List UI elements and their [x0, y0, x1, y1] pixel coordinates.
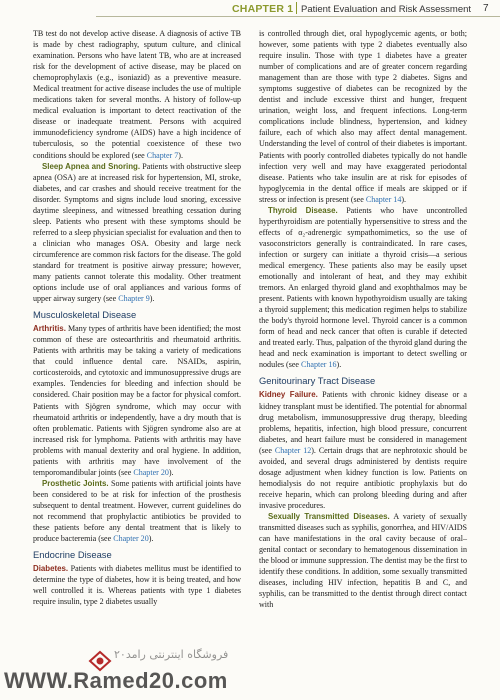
paragraph-text: Patients who have uncontrolled hyperthyroidism are potentially hypersensitive to stress and the effects of α₂-adrenergic sympathomimetics, so the use of vasoconstrictors generally is contraindicated. In rare cases, infection or surgery can initiate a thyroid crisis—a serious medical emergency. These patients also may be easily upset emotionally and intolerant of heat, and they may exhibit tremors. An enlarged thyroid gland and exophthalmos may be present. Patients with known hypothyroidism usually are taking a thyroid supplement; this medication regimen helps to stabilize the body's thyroid hormone level. Thyroid cancer is a common form of head and neck cancer that often is curable if detected and treated early. Thus, palpation of the thyroid gland during the head and neck examination is important to detect swelling or nodules (see [259, 205, 467, 370]
paragraph-std [259, 511, 467, 610]
chapter-link[interactable]: Chapter 9 [118, 294, 150, 304]
header-rule [96, 16, 500, 17]
runin-heading-arthritis: Arthritis. [33, 324, 66, 334]
paragraph-diabetes-cont [259, 28, 467, 205]
paragraph-text: ). [168, 467, 174, 477]
section-heading-endocrine: Endocrine Disease [33, 549, 112, 561]
paragraph-kidney-failure [259, 389, 467, 511]
paragraph-text: Many types of arthritis have been identified; the most common of these are osteoarthritis and rheumatoid arthritis. Patients with arthritis may be taking a variety of medications that could influence dental care. NSAIDs, aspirin, corticosteroids, and cytotoxic and immunosuppressive drugs are examples. Tendencies for bleeding and infection should be considered. Chair position may be a factor for physical comfort. Patients with Sjögren syndrome, which may occur with rheumatoid arthritis or independently, have a dry mouth that is often problematic. Patients with Sjögren syndrome also are at increased risk for lymphoma. Patients with arthritis may have problems with manual dexterity and oral hygiene. In addition, patients with arthritis may have involvement of the temporomandibular joints (see [33, 324, 241, 477]
watermark-url: WWW.Ramed20.com [4, 668, 228, 693]
right-column [259, 28, 467, 610]
runin-heading-diabetes: Diabetes. [33, 564, 69, 574]
section-heading-genitourinary: Genitourinary Tract Disease [259, 375, 376, 387]
runin-heading-prosthetic-joints: Prosthetic Joints. [42, 478, 109, 488]
watermark [4, 648, 284, 700]
chapter-link[interactable]: Chapter 7 [146, 150, 179, 160]
chapter-label: CHAPTER 1 [232, 3, 294, 15]
left-column [33, 28, 241, 607]
runin-heading-kidney-failure: Kidney Failure. [259, 390, 318, 400]
running-header [0, 0, 500, 26]
paragraph-text: A variety of sexually transmitted diseases such as syphilis, gonorrhea, and HIV/AIDS can have manifestations in the oral cavity because of oral–genital contact or secondary to hematogenous dissemination in the blood or immune suppression. The dentist may be the first to identify these conditions. In addition, some sexually transmitted diseases, including HIV infection, hepatitis B and C, and syphilis, can be transmitted to the dentist through direct contact with [259, 511, 467, 610]
paragraph-text: ). [401, 194, 407, 204]
chapter-link[interactable]: Chapter 20 [133, 467, 169, 477]
paragraph-text: TB test do not develop active disease. A diagnosis of active TB is made by chest radiography, sputum culture, and clinical examination. Persons who have latent TB, who are at increased risk for the development of active disease, may be placed on chemoprophylaxis (e.g., isoniazid) as a preventive measure. Medical treatment for active disease includes the use of multiple medications taken for several months. A history of follow-up medical evaluation is important to detect reactivation of the disease or inadequate treatment. Persons with acquired immunodeficiency syndrome (AIDS) have a high incidence of tuberculosis, so the potential coexistence of these two conditions should be explored (see [33, 29, 241, 160]
ramed-logo-icon [88, 650, 112, 672]
paragraph-text: ). [148, 534, 154, 544]
paragraph-sleep-apnea [33, 161, 241, 305]
header-separator [296, 2, 297, 14]
paragraph-text: Patients with obstructive sleep apnea (OSA) are at increased risk for hypertension, MI, stroke, diabetes, and car crashes and should receive treatment for the disorder. Symptoms and signs include loud snoring, excessive daytime sleepiness, and witnessed breathing cessation during sleep. Patients who present with these symptoms should be referred to a sleep physician specialist for evaluation and then to a clinician who manages OSA. Obesity and large neck circumference are common risk factors for the disease. The gold standard for treatment is positive airway pressure; however, many patients cannot tolerate this modality. Other treatment options include use of oral appliances and various forms of upper airway surgery (see [33, 161, 241, 304]
paragraph-arthritis [33, 323, 241, 478]
page-number: 7 [483, 3, 489, 14]
paragraph-prosthetic-joints [33, 478, 241, 544]
paragraph-text: ). Certain drugs that are nephrotoxic should be avoided, and several drugs administered by dentists require dosage adjustment when kidney function is low. Patients on hemodialysis do not require antibiotic prophylaxis but do receive heparin, which can prolong bleeding during and after invasive procedures. [259, 445, 468, 510]
watermark-persian-text: فروشگاه اینترنتی رامد۲۰ [114, 648, 229, 661]
paragraph-tb [33, 28, 241, 161]
runin-heading-sleep-apnea: Sleep Apnea and Snoring. [42, 161, 141, 171]
section-heading-musculoskeletal: Musculoskeletal Disease [33, 309, 137, 321]
paragraph-diabetes [33, 563, 241, 607]
paragraph-text: Patients with chronic kidney disease or a kidney transplant must be identified. The potential for abnormal drug metabolism, immunosuppressive drug therapy, bleeding problems, hepatitis, infection, high blood pressure, concurrent diabetes, and heart failure must be considered in management (see [259, 390, 467, 455]
runin-heading-std: Sexually Transmitted Diseases. [268, 511, 390, 521]
chapter-link[interactable]: Chapter 16 [301, 360, 337, 370]
paragraph-text: ). [178, 150, 183, 160]
chapter-link[interactable]: Chapter 12 [274, 445, 312, 455]
paragraph-text: Some patients with artificial joints have been considered to be at risk for infection of the prosthesis subsequent to dental treatment. However, current guidelines do not recommend that prophylactic antibiotics be provided to these patients before any dental treatment that is likely to produce bacteremia (see [33, 478, 241, 544]
chapter-title: Patient Evaluation and Risk Assessment [301, 4, 472, 15]
paragraph-text: Patients with diabetes mellitus must be identified to determine the type of diabetes, how it is being treated, and how well controlled it is. Whereas patients with type 1 diabetes require insulin, type 2 diabetes usually [33, 564, 241, 607]
paragraph-thyroid [259, 205, 467, 371]
paragraph-text: is controlled through diet, oral hypoglycemic agents, or both; however, some patients with type 2 diabetes eventually also require insulin. Those with type 1 diabetes have a greater number of complications and are of greater concern regarding management than are those with type 2 diabetes. Signs and symptoms suggestive of diabetes can be recognized by the dentist and include excessive thirst and hunger, frequent urination, weight loss, and frequent infections. Long-term complications include blindness, hypertension, and kidney failure, each of which also may affect dental management. Understanding the level of control of their diabetes is important. Patients with poorly controlled diabetes typically do not handle infection very well and may have exaggerated periodontal disease. Patients who take insulin are at risk for episodes of hypoglycemia in the dental office if meals are skipped or if stress or infection is present (see [259, 29, 467, 204]
chapter-link[interactable]: Chapter 20 [113, 534, 149, 544]
paragraph-text: ). [149, 294, 155, 304]
paragraph-text: ). [336, 360, 342, 370]
chapter-link[interactable]: Chapter 14 [365, 194, 402, 204]
runin-heading-thyroid: Thyroid Disease. [268, 205, 338, 215]
